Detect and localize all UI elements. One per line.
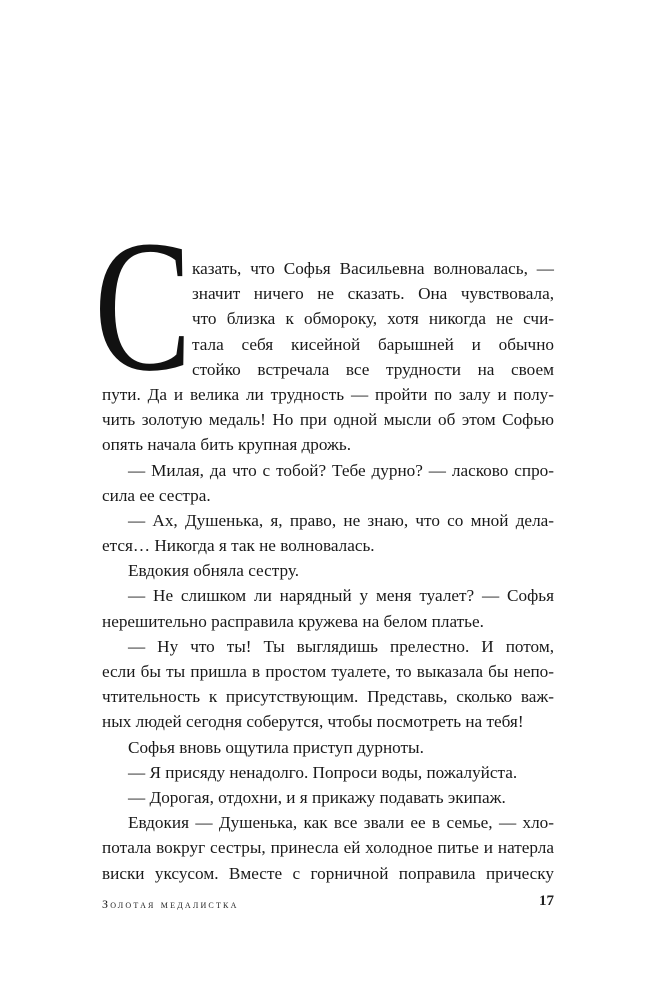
text-line: сила ее сестра. [102, 485, 211, 505]
text-line: потала вокруг сестры, принесла ей холодное питье и натерла [102, 838, 554, 858]
paragraph [102, 735, 554, 760]
text-line: Софья вновь ощутила приступ дурноты. [128, 737, 424, 757]
page-number: 17 [539, 893, 554, 909]
paragraph [102, 760, 554, 785]
text-line: казать, что Софья Васильевна волновалась, — [192, 259, 554, 278]
text-line: — Ах, Душенька, я, право, не знаю, что со мной дела- [128, 510, 554, 530]
text-line: чить золотую медаль! Но при одной мысли об этом Софью [102, 410, 554, 430]
paragraph [102, 458, 554, 508]
paragraph [102, 583, 554, 633]
paragraph [102, 810, 554, 886]
text-line: нерешительно расправила кружева на белом платье. [102, 611, 484, 631]
text-line: стойко встречала все трудности на своем [192, 359, 554, 379]
text-line: — Ну что ты! Ты выглядишь прелестно. И потом, [128, 636, 554, 656]
text-line: — Милая, да что с тобой? Тебе дурно? — ласково спро- [128, 460, 554, 480]
text-line: что близка к обмороку, хотя никогда не счи- [192, 309, 554, 329]
text-line: ется… Никогда я так не волновалась. [102, 536, 375, 556]
drop-cap: С [94, 201, 192, 410]
paragraph [102, 256, 554, 458]
paragraph [102, 634, 554, 735]
text-line: — Не слишком ли нарядный у меня туалет? — Софья [128, 586, 554, 606]
text-line: пути. Да и велика ли трудность — пройти по залу и полу- [102, 384, 554, 404]
text-line: виски уксусом. Вместе с горничной поправила прическу [102, 863, 554, 883]
paragraph [102, 558, 554, 583]
text-line: опять начала бить крупная дрожь. [102, 435, 352, 455]
text-line: если бы ты пришла в простом туалете, то выказала бы непо- [102, 662, 554, 681]
paragraph [102, 508, 554, 558]
body-text [102, 256, 554, 886]
running-title: Золотая медалистка [102, 897, 239, 911]
text-line: Евдокия — Душенька, как все звали ее в семье, — хло- [128, 813, 554, 833]
text-line: тала себя кисейной барышней и обычно [192, 334, 554, 354]
text-line: Евдокия обняла сестру. [128, 561, 300, 581]
text-line: чтительность к присутствующим. Представь, сколько важ- [102, 687, 554, 707]
text-line: — Дорогая, отдохни, и я прикажу подавать экипаж. [128, 787, 506, 807]
paragraph [102, 785, 554, 810]
text-line: значит ничего не сказать. Она чувствовала, [192, 284, 554, 304]
text-line: ных людей сегодня соберутся, чтобы посмотреть на тебя! [102, 712, 524, 732]
text-line: — Я присяду ненадолго. Попроси воды, пожалуйста. [128, 762, 518, 782]
